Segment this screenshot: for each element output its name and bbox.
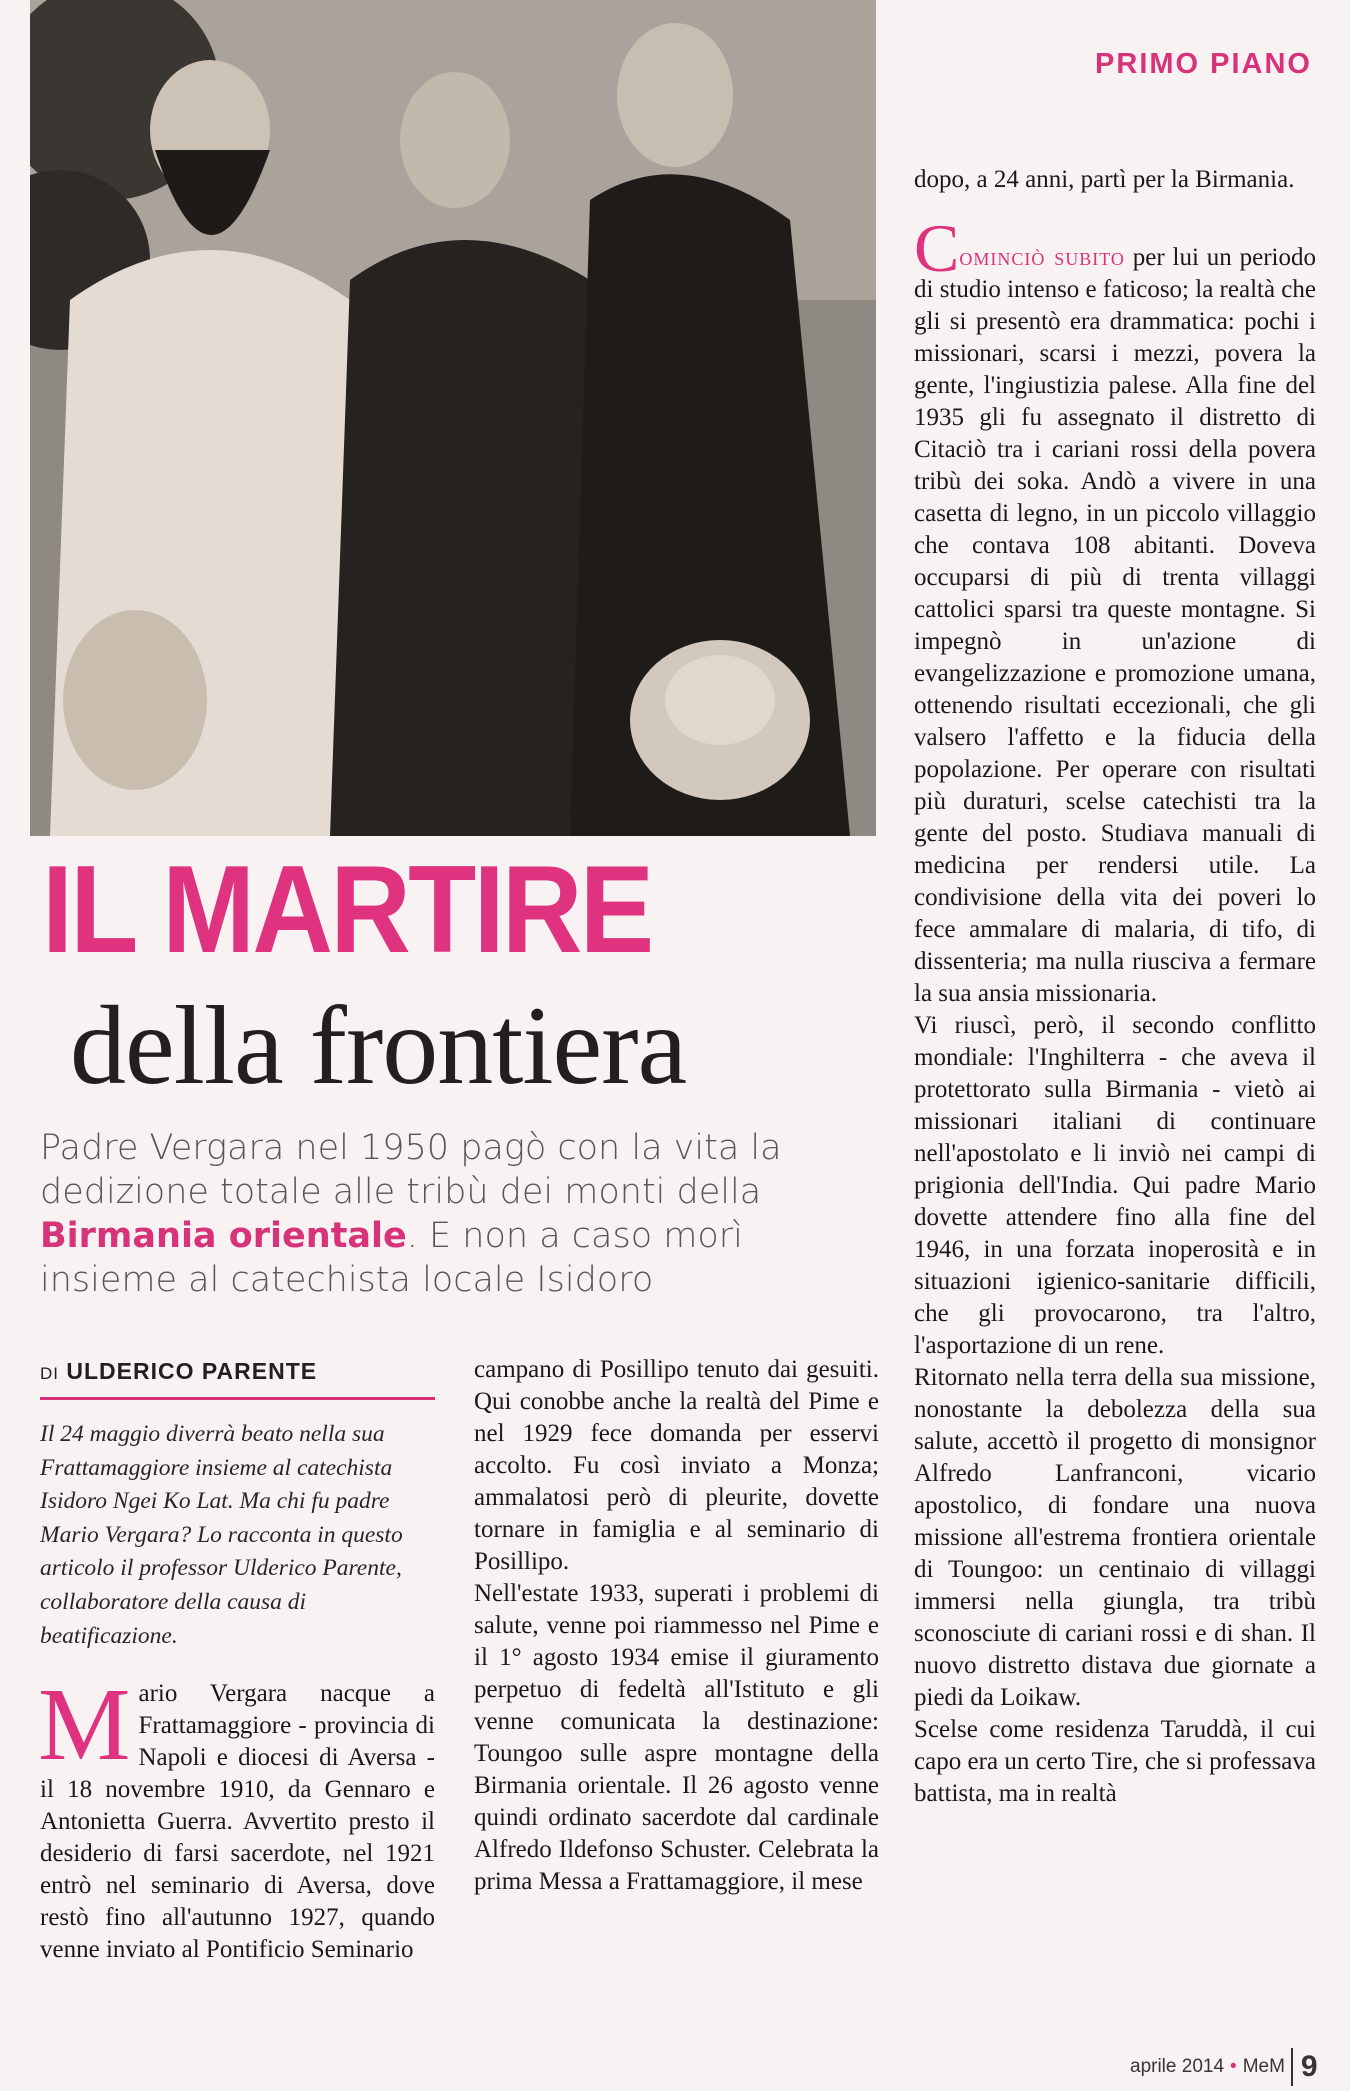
photo-icon	[30, 0, 876, 836]
body-col3-p4: Ritornato nella terra della sua missione, nonostante la debolezza della sua salute, accettò il progetto di monsignor Alfredo Lanfranconi, vicario apostolico, di fondare una nuova missione all'estrema frontiera orientale di Toungoo: un centinaio di villaggi immersi nella giungla, tra tribù sconosciute di cariani rossi e di shan. Il nuovo distretto distava due giornate a piedi da Loikaw.	[914, 1364, 1316, 1711]
lead-text-2: . E non a caso morì insieme al catechista locale Isidoro	[40, 1216, 743, 1300]
footer-date: aprile 2014	[1130, 2056, 1225, 2078]
body-col3-p1: dopo, a 24 anni, partì per la Birmania.	[914, 166, 1295, 193]
byline-author: ULDERICO PARENTE	[66, 1358, 318, 1384]
intro-paragraph: Il 24 maggio diverrà beato nella sua Frattamaggiore insieme al catechista Isidoro Ngei Ko Lat. Ma chi fu padre Mario Vergara? Lo racconta in questo articolo il professor Ulderico Parente, collaboratore della causa di beatificazione.	[40, 1421, 403, 1649]
headline-subtitle: della frontiera	[70, 984, 687, 1108]
small-caps-lead: ominciò subito	[959, 244, 1125, 271]
page-number: 9	[1300, 2050, 1318, 2083]
headline-title: IL MARTIRE	[42, 841, 652, 979]
body-col3-p2: per lui un periodo di studio intenso e faticoso; la realtà che gli si presentò era drammatica: pochi i missionari, scarsi i mezzi, povera la gente, l'ingiustizia palese. Alla fine del 1935 gli fu assegnato il distretto di Citaciò tra i cariani rossi della povera tribù dei soka. Andò a vivere in una casetta di legno, in un piccolo villaggio che contava 108 abitanti. Doveva occuparsi di più di trenta villaggi cattolici sparsi tra queste montagne. Si impegnò in un'azione di evangelizzazione e promozione umana, ottenendo risultati eccezionali, che gli valsero l'affetto e la fiducia della popolazione. Per operare con risultati più duraturi, scelse catechisti tra la gente del posto. Studiava manuali di medicina per rendersi utile. La condivisione della vita dei poveri lo fece ammalare di malaria, di tifo, di dissenteria; ma nulla riusciva a fermare la sua ansia missionaria.	[914, 244, 1316, 1007]
drop-cap-m: M	[38, 1667, 131, 1782]
body-column-3	[914, 164, 1316, 1810]
body-col2-p1: campano di Posillipo tenuto dai gesuiti. Qui conobbe anche la realtà del Pime e nel 1929 fece domanda per esservi accolto. Fu così inviato a Monza; ammalatosi però di pleurite, dovette tornare in famiglia e al seminario di Posillipo.	[474, 1356, 879, 1575]
lead-highlight: Birmania orientale	[40, 1216, 407, 1256]
section-label: PRIMO PIANO	[1095, 48, 1312, 80]
footer-dot: •	[1230, 2056, 1237, 2078]
body-column-1	[38, 1667, 435, 1966]
article-photo	[30, 0, 876, 836]
page-footer	[1130, 2048, 1318, 2086]
body-col1-text: ario Vergara nacque a Frattamaggiore - provincia di Napoli e diocesi di Aversa - il 18 novembre 1910, da Gennaro e Antonietta Guerra. Avvertito presto il desiderio di farsi sacerdote, nel 1921 entrò nel seminario di Aversa, dove restò fino all'autunno 1927, quando venne inviato al Pontificio Seminario	[40, 1680, 435, 1963]
body-col2-p2: Nell'estate 1933, superati i problemi di salute, venne poi riammesso nel Pime e il 1° agosto 1934 emise il giuramento perpetuo di fedeltà all'Istituto e gli venne comunicata la destinazione: Toungoo sulle aspre montagne della Birmania orientale. Il 26 agosto venne quindi ordinato sacerdote dal cardinale Alfredo Ildefonso Schuster. Celebrata la prima Messa a Frattamaggiore, il mese	[474, 1580, 879, 1895]
lead-text-1: Padre Vergara nel 1950 pagò con la vita la dedizione totale alle tribù dei monti della	[40, 1128, 782, 1212]
footer-divider	[1291, 2048, 1293, 2086]
lead-paragraph	[40, 1126, 860, 1302]
byline	[40, 1358, 435, 1400]
body-column-2	[474, 1354, 879, 1898]
footer-magazine: MeM	[1242, 2056, 1285, 2078]
body-col3-p5: Scelse come residenza Taruddà, il cui capo era un certo Tire, che si professava battista, ma in realtà	[914, 1716, 1316, 1807]
drop-cap-c: C	[914, 210, 960, 286]
byline-prefix: DI	[40, 1364, 59, 1383]
body-col3-p3: Vi riuscì, però, il secondo conflitto mondiale: l'Inghilterra - che aveva il protettorato sulla Birmania - vietò ai missionari italiani di continuare nell'apostolato e li inviò nei campi di prigionia dell'India. Qui padre Mario dovette attendere fino alla fine del 1946, in una forzata inoperosità e in situazioni igienico-sanitarie difficili, che gli provocarono, tra l'altro, l'asportazione di un rene.	[914, 1012, 1316, 1359]
